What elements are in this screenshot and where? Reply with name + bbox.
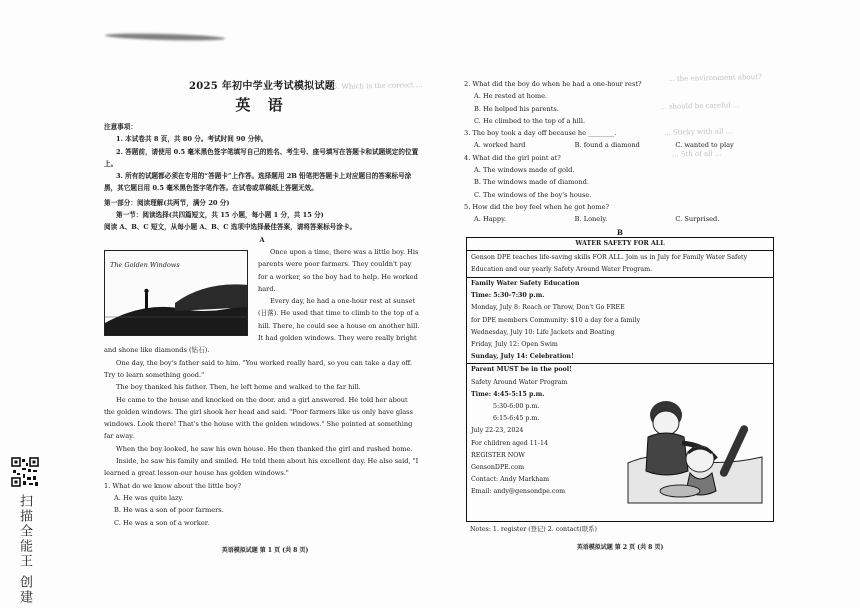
- answer-options-row: [464, 139, 776, 151]
- section-time: Time: 5:30-7:30 p.m.: [471, 292, 545, 300]
- ad-title: WATER SAFETY FOR ALL: [467, 238, 773, 251]
- question-1: [104, 480, 420, 529]
- passage-paragraph: He came to the house and knocked on the door. and a girl answered. He told her about the golden windows. The girl shook her head and said. "Poor farmers like us only have glass windows. Look there! That's the house with the golden windows." She pointed at something far away.: [104, 395, 413, 441]
- scan-smudge: [105, 32, 225, 41]
- answer-option[interactable]: C. He climbed to the top of a hill.: [474, 116, 586, 125]
- page-footer-left: 英语模拟试题 第 1 页 (共 8 页): [221, 547, 309, 554]
- question-stem: 5. How did the boy feel when he got home?: [464, 202, 610, 211]
- answer-option[interactable]: A. The windows made of gold.: [474, 166, 575, 175]
- question-5: [464, 201, 776, 226]
- notes-item: 2. 答题前，请使用 0.5 毫米黑色签字笔填写自己的姓名、考生号、座号填写在答题卡和试题规定的位置上。: [104, 147, 419, 168]
- bleed-through-text: ... Sticky with all ...: [663, 127, 733, 137]
- passage-a-label: A: [259, 235, 265, 244]
- illustration-caption: The Golden Windows: [110, 260, 180, 269]
- program-line: 6:15-6:45 p.m.: [493, 415, 540, 423]
- program-line: Time: 4:45-5:15 p.m.: [471, 390, 545, 398]
- right-page: [464, 78, 776, 226]
- answer-option[interactable]: A. Happy.: [474, 215, 507, 224]
- notes-heading: 注意事项：: [104, 123, 137, 131]
- question-4: [464, 152, 776, 201]
- section-heading: 第一节：阅读选择(共四篇短文，共 15 小题，每小题 1 分，共 15 分): [116, 211, 324, 220]
- question-stem: 3. The boy took a day off because he ________.: [464, 129, 617, 138]
- answer-option[interactable]: A. He rested at home.: [474, 92, 548, 101]
- part-heading: 第一部分：阅读理解(共两节，满分 20 分): [104, 198, 230, 207]
- answer-option[interactable]: A. He was quite lazy.: [114, 493, 184, 502]
- passage-a: [104, 246, 420, 480]
- passage-paragraph: When the boy looked, he saw his own house. He then thanked the girl and rushed home.: [116, 444, 413, 453]
- parent-child-swimming-icon: [626, 393, 766, 505]
- question-3: [464, 127, 776, 152]
- schedule-line: for DPE members Community: $10 a day for a family: [471, 316, 641, 324]
- scanner-watermark-text: 扫描全能王 创建: [17, 494, 32, 606]
- question-stem: 2. What did the boy do when he had a one-hour rest?: [464, 80, 642, 88]
- answer-option[interactable]: C. The windows of the boy's house.: [474, 190, 592, 199]
- program-line: GensonDPE.com: [471, 464, 525, 472]
- left-page: [104, 78, 420, 529]
- bleed-through-text: ... the environment about?: [667, 73, 762, 83]
- answer-option[interactable]: B. He helped his parents.: [474, 104, 559, 113]
- answer-option[interactable]: A. worked hard: [474, 141, 526, 150]
- answer-option[interactable]: C. He was a son of a worker.: [114, 518, 210, 527]
- program-line: Parent MUST be in the pool!: [471, 366, 572, 374]
- answer-option[interactable]: B. He was a son of poor farmers.: [114, 506, 224, 515]
- answer-options-row: [464, 213, 776, 225]
- question-2: [464, 78, 776, 127]
- schedule-line: Friday, July 12: Open Swim: [471, 341, 558, 349]
- ad-intro: Genson DPE teaches life-saving skills FOR ALL. Join us in July for Family Water Safety Education and our yearly Safety Around Water Program.: [467, 251, 773, 278]
- exam-notes: [104, 121, 420, 195]
- schedule-line: Wednesday, July 10: Life Jackets and Boating: [471, 328, 615, 336]
- subject-title: 英 语: [235, 96, 289, 114]
- answer-option[interactable]: B. found a diamond: [574, 141, 640, 150]
- schedule-line: Sunday, July 14: Celebration!: [471, 353, 574, 361]
- answer-option[interactable]: C. wanted to play: [675, 141, 734, 150]
- golden-windows-illustration: [104, 250, 248, 336]
- answer-option[interactable]: C. Surprised.: [675, 215, 720, 224]
- question-stem: 1. What do we know about the little boy?: [104, 481, 242, 490]
- passage-paragraph: Once upon a time, there was a little boy. His parents were poor farmers. They couldn't pay for a worker, so the boy had to help. He worked hard.: [258, 247, 419, 293]
- program-line: For children aged 11-14: [471, 439, 548, 447]
- page-footer-right: 英语模拟试题 第 2 页 (共 8 页): [576, 544, 664, 551]
- passage-paragraph: The boy thanked his father. Then, he left home and walked to the far hill.: [116, 383, 361, 392]
- program-line: Safety Around Water Program: [471, 378, 568, 386]
- bleed-through-text: (5. Which is the correct ...: [329, 81, 423, 91]
- bleed-through-text: ... should be careful ...: [659, 101, 740, 111]
- passage-paragraph: One day, the boy's father said to him. "You worked really hard, so you can take a day off. Try to learn something good.": [104, 358, 413, 379]
- notes-item: 1. 本试卷共 8 页，共 80 分。考试时间 90 分钟。: [116, 135, 268, 144]
- program-line: Contact: Andy Markham: [471, 476, 550, 484]
- ad-notes: Notes: 1. register (登记) 2. contact(联系): [470, 526, 597, 533]
- exam-title: 2025 年初中学业考试模拟试题: [188, 81, 336, 92]
- qr-code-icon: [11, 457, 39, 487]
- schedule-line: Monday, July 8: Reach or Throw, Don't Go FREE: [471, 304, 625, 312]
- question-stem: 4. What did the girl point at?: [464, 153, 561, 162]
- passage-b-label: B: [617, 228, 623, 237]
- family-safety-section: [467, 278, 773, 364]
- passage-paragraph: Inside, he saw his family and smiled. He told them about his excellent day. He also said, "I learned a great lesson-our house has golden windows.": [104, 457, 419, 478]
- notes-item: 3. 所有的试题都必须在专用的“答题卡”上作答。选择题用 2B 铅笔把答题卡上对应题目的答案标号涂黑，其它题目用 0.5 毫米黑色签字笔作答。在试卷或草稿纸上答题无效。: [104, 172, 412, 193]
- answer-option[interactable]: B. Lonely.: [574, 215, 608, 224]
- program-line: REGISTER NOW: [471, 451, 525, 459]
- section-instruction: 阅读 A、B、C 短文，从每小题 A、B、C 选项中选择最佳答案，请将答案标号涂卡。: [104, 223, 357, 232]
- program-line: Email: andy@gensondpe.com: [471, 488, 566, 496]
- section-heading: Family Water Safety Education: [471, 280, 580, 287]
- answer-option[interactable]: B. The windows made of diamond.: [474, 178, 589, 187]
- bleed-through-text: ... 5th of all ...: [671, 149, 722, 159]
- program-line: 5:30-6:00 p.m.: [493, 403, 540, 411]
- passage-paragraph: Every day, he had a one-hour rest at sunset (日落). He used that time to climb to the top of a hill. There, he could see a house on another hill. It had golden windows. They were really bright and shone like diamonds (钻石).: [104, 297, 420, 355]
- program-line: July 22-23, 2024: [471, 427, 524, 435]
